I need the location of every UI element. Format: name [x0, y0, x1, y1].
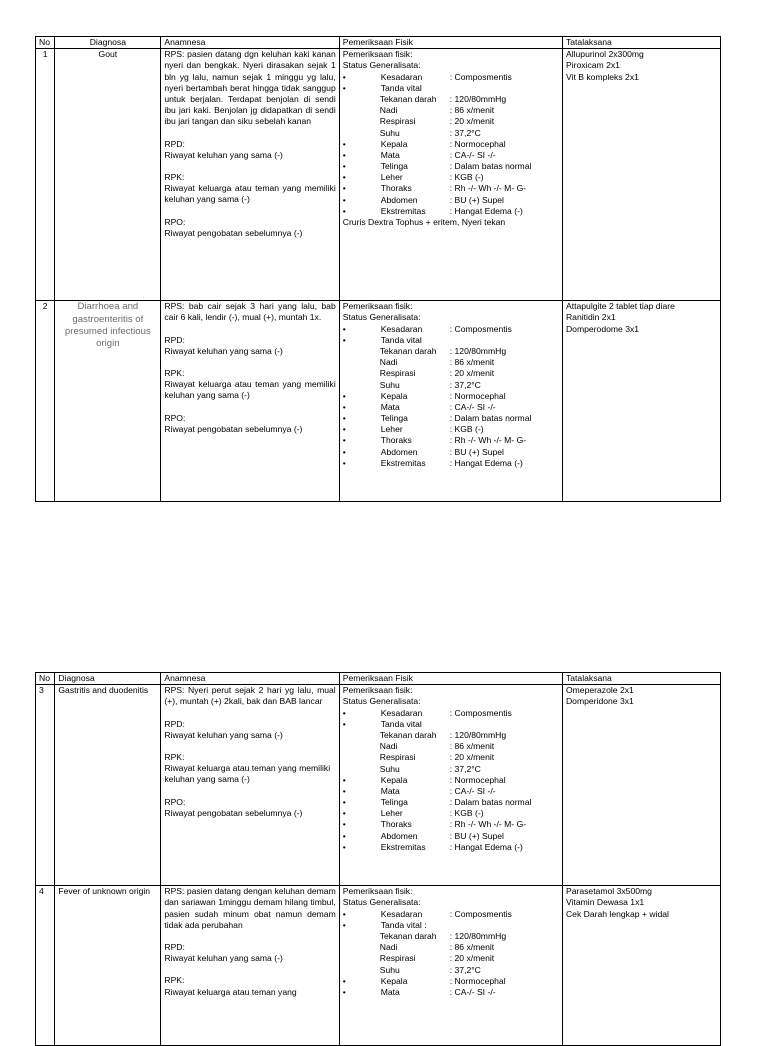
header-diagnosa: Diagnosa [55, 673, 161, 685]
treatment-item: Allupurinol 2x300mg [565, 49, 644, 60]
vital-label: Nadi [379, 357, 398, 368]
status-label: Status Generalisata: [342, 696, 421, 707]
exam-telinga [343, 413, 559, 424]
vital-kesadaran [343, 72, 559, 83]
status-label: Status Generalisata: [342, 60, 421, 71]
exam-mata [343, 987, 559, 998]
vital-value: : 37,2°C [449, 127, 481, 138]
bullet: • [342, 457, 346, 468]
vital-label: Suhu [379, 964, 400, 975]
exam-mata [343, 786, 559, 797]
rpk-text: Riwayat keluarga atau teman yang memiliki keluhan yang sama (-) [164, 763, 331, 785]
pf-title: Pemeriksaan fisik: [342, 685, 413, 696]
vital-label: Thoraks [380, 435, 412, 446]
vital-value: : 37,2°C [449, 379, 481, 390]
vital-value: : 20 x/menit [449, 752, 495, 763]
table-row [36, 301, 721, 502]
vital-label: Respirasi [379, 368, 416, 379]
rps-text: RPS: Nyeri perut sejak 2 hari yg lalu, mual (+), muntah (+) 2kali, bak dan BAB lancar [164, 685, 336, 707]
treatment-item: Parasetamol 3x500mg [565, 886, 652, 897]
rpd-label: RPD: [164, 718, 185, 729]
physical-exam-cell [339, 49, 562, 301]
bullet: • [342, 707, 346, 718]
vital-label: Mata [380, 785, 400, 796]
vital-label: Kesadaran [380, 71, 423, 82]
vital-value: : 86 x/menit [449, 741, 495, 752]
header-no: No [36, 673, 55, 685]
bullet: • [342, 401, 346, 412]
anamnesa-cell [161, 49, 339, 301]
bullet: • [342, 808, 346, 819]
physical-exam-cell [339, 301, 562, 502]
vital-label: Telinga [380, 413, 408, 424]
row-number: 3 [36, 685, 55, 886]
bullet: • [342, 986, 346, 997]
vital-label: Ekstremitas [380, 205, 426, 216]
vital-resp [343, 953, 559, 964]
rpk-label: RPK: [164, 368, 185, 379]
vital-value: : BU (+) Supel [449, 446, 504, 457]
exam-kepala [343, 391, 559, 402]
vital-suhu [343, 764, 559, 775]
vital-label: Kesadaran [380, 908, 423, 919]
vital-value: : Hangat Edema (-) [449, 457, 523, 468]
vital-label: Suhu [379, 379, 400, 390]
treatment-cell [562, 49, 720, 301]
rpk-label: RPK: [164, 975, 185, 986]
treatment-item: Domperidone 3x1 [565, 696, 634, 707]
rps-text: RPS: pasien datang dengan keluhan demam dan sariawan 1minggu demam hilang timbul, pasien sudah minum obat namun demam tidak ada perubahan [164, 886, 336, 930]
vital-value: : Composmentis [449, 707, 512, 718]
vital-label: Kepala [380, 975, 408, 986]
bullet: • [342, 797, 346, 808]
vital-value: : BU (+) Supel [449, 830, 504, 841]
bullet: • [342, 205, 346, 216]
vital-label: Suhu [379, 127, 400, 138]
rpd-text: Riwayat keluhan yang sama (-) [164, 729, 283, 740]
vital-value: : 20 x/menit [449, 953, 495, 964]
exam-mata [343, 402, 559, 413]
diagnosis-name: Diarrhoea and gastroenteritis of presumed infectious origin [64, 301, 151, 350]
vital-nadi [343, 357, 559, 368]
bullet: • [342, 975, 346, 986]
bullet: • [342, 841, 346, 852]
vital-td [343, 931, 559, 942]
rpd-text: Riwayat keluhan yang sama (-) [164, 953, 283, 964]
vital-label: Tanda vital [380, 334, 422, 345]
vital-label: Ekstremitas [380, 457, 426, 468]
bullet: • [342, 413, 346, 424]
header-tatalaksana: Tatalaksana [562, 673, 720, 685]
vital-suhu [343, 128, 559, 139]
exam-ekstremitas [343, 206, 559, 217]
header-pemeriksaan: Pemeriksaan Fisik [339, 37, 562, 49]
treatment-item: Piroxicam 2x1 [565, 60, 620, 71]
vital-value: : CA-/- SI -/- [449, 149, 496, 160]
header-pemeriksaan: Pemeriksaan Fisik [339, 673, 562, 685]
anamnesa-cell [161, 886, 339, 1046]
vital-kesadaran [343, 909, 559, 920]
exam-ekstremitas [343, 458, 559, 469]
row-number: 1 [36, 49, 55, 301]
bullet: • [342, 908, 346, 919]
bullet: • [342, 785, 346, 796]
rpk-label: RPK: [164, 172, 185, 183]
vital-value: : CA-/- SI -/- [449, 785, 496, 796]
pf-extra-note: Cruris Dextra Tophus + eritem, Nyeri tekan [342, 217, 506, 228]
vital-label: Suhu [379, 763, 400, 774]
rpd-text: Riwayat keluhan yang sama (-) [164, 345, 283, 356]
diagnosis-name-cell [55, 301, 161, 502]
vital-value: : 120/80mmHg [449, 345, 507, 356]
header-tatalaksana: Tatalaksana [562, 37, 720, 49]
vital-label: Thoraks [380, 819, 412, 830]
exam-abdomen [343, 195, 559, 206]
vital-label: Tanda vital [380, 718, 422, 729]
rpk-label: RPK: [164, 752, 185, 763]
diagnosis-table-1 [35, 36, 721, 502]
rpd-text: Riwayat keluhan yang sama (-) [164, 149, 283, 160]
vital-nadi [343, 741, 559, 752]
rps-text: RPS: pasien datang dgn keluhan kaki kanan nyeri dan bengkak. Nyeri dirasakan sejak 1 bln yg lalu, namun sejak 1 minggu yg lalu, nyeri bertambah berat hingga tidak sanggup untuk berjalan. Terdapat benjolan di sendi ibu jari kaki. Benjolan jg didapatkan di sendi ibu jari tangan dan siku sebelah kanan [164, 49, 336, 127]
treatment-cell [562, 886, 720, 1046]
bullet: • [342, 435, 346, 446]
exam-abdomen [343, 831, 559, 842]
rpo-label: RPO: [164, 796, 186, 807]
vital-label: Leher [380, 172, 403, 183]
vital-value: : Composmentis [449, 323, 512, 334]
vital-value: : Hangat Edema (-) [449, 841, 523, 852]
vital-value: : 120/80mmHg [449, 729, 507, 740]
row-number: 2 [36, 301, 55, 502]
vital-value: : KGB (-) [449, 172, 484, 183]
rpo-text: Riwayat pengobatan sebelumnya (-) [164, 423, 303, 434]
vital-value: : Dalam batas normal [449, 413, 532, 424]
pf-title: Pemeriksaan fisik: [342, 301, 413, 312]
vital-label: Tekanan darah [379, 930, 437, 941]
vital-label: Tanda vital : [380, 919, 427, 930]
vital-label: Ekstremitas [380, 841, 426, 852]
vital-label: Nadi [379, 741, 398, 752]
bullet: • [342, 172, 346, 183]
vital-label: Leher [380, 808, 403, 819]
vital-td [343, 346, 559, 357]
exam-mata [343, 150, 559, 161]
treatment-item: Attapulgite 2 tablet tiap diare [565, 301, 675, 312]
treatment-item: Domperodome 3x1 [565, 323, 640, 334]
bullet: • [342, 774, 346, 785]
exam-leher [343, 808, 559, 819]
vital-nadi [343, 105, 559, 116]
treatment-item: Ranitidin 2x1 [565, 312, 616, 323]
treatment-item: Vit B kompleks 2x1 [565, 71, 639, 82]
treatment-cell [562, 301, 720, 502]
vital-value: : Rh -/- Wh -/- M- G- [449, 183, 527, 194]
vital-tanda [343, 719, 559, 730]
vital-label: Thoraks [380, 183, 412, 194]
vital-tanda [343, 920, 559, 931]
vital-value: : 120/80mmHg [449, 930, 507, 941]
vital-value: : Dalam batas normal [449, 797, 532, 808]
vital-label: Mata [380, 401, 400, 412]
physical-exam-cell [339, 685, 562, 886]
vital-label: Respirasi [379, 953, 416, 964]
vital-suhu [343, 965, 559, 976]
bullet: • [342, 194, 346, 205]
vital-resp [343, 368, 559, 379]
table-row [36, 886, 721, 1046]
vital-label: Nadi [379, 105, 398, 116]
bullet: • [342, 334, 346, 345]
vital-value: : Normocephal [449, 774, 506, 785]
exam-leher [343, 424, 559, 435]
vital-label: Tekanan darah [379, 345, 437, 356]
treatment-cell [562, 685, 720, 886]
rpk-text: Riwayat keluarga atau teman yang memiliki keluhan yang sama (-) [164, 379, 336, 401]
anamnesa-cell [161, 685, 339, 886]
pf-title: Pemeriksaan fisik: [342, 49, 413, 60]
diagnosis-name: Gout [55, 49, 161, 301]
exam-kepala [343, 976, 559, 987]
vital-value: : 86 x/menit [449, 942, 495, 953]
pf-title: Pemeriksaan fisik: [342, 886, 413, 897]
vital-label: Respirasi [379, 752, 416, 763]
rpk-text: Riwayat keluarga atau teman yang [164, 986, 297, 997]
bullet: • [342, 390, 346, 401]
table-row [36, 685, 721, 886]
diagnosis-name: Fever of unknown origin [55, 886, 161, 1046]
table-row [36, 49, 721, 301]
anamnesa-cell [161, 301, 339, 502]
treatment-item: Cek Darah lengkap + widal [565, 908, 669, 919]
vital-value: : BU (+) Supel [449, 194, 504, 205]
exam-thoraks [343, 819, 559, 830]
bullet: • [342, 183, 346, 194]
rpk-text: Riwayat keluarga atau teman yang memiliki keluhan yang sama (-) [164, 183, 336, 205]
vital-label: Kepala [380, 138, 408, 149]
vital-kesadaran [343, 708, 559, 719]
bullet: • [342, 71, 346, 82]
exam-thoraks [343, 183, 559, 194]
header-diagnosa: Diagnosa [55, 37, 161, 49]
vital-label: Kesadaran [380, 323, 423, 334]
header-anamnesa: Anamnesa [161, 673, 339, 685]
vital-suhu [343, 380, 559, 391]
table-header-row [36, 37, 721, 49]
exam-kepala [343, 775, 559, 786]
vital-label: Mata [380, 149, 400, 160]
vital-value: : Composmentis [449, 71, 512, 82]
diagnosis-table-2 [35, 672, 721, 1046]
vital-label: Mata [380, 986, 400, 997]
status-label: Status Generalisata: [342, 897, 421, 908]
vital-tanda [343, 83, 559, 94]
vital-value: : 120/80mmHg [449, 93, 507, 104]
vital-label: Kesadaran [380, 707, 423, 718]
row-number: 4 [36, 886, 55, 1046]
vital-value: : Normocephal [449, 138, 506, 149]
vital-label: Tanda vital [380, 82, 422, 93]
vital-label: Abdomen [380, 830, 418, 841]
diagnosis-name: Gastritis and duodenitis [55, 685, 161, 886]
rpo-label: RPO: [164, 216, 186, 227]
vital-value: : Hangat Edema (-) [449, 205, 523, 216]
bullet: • [342, 446, 346, 457]
vital-value: : Composmentis [449, 908, 512, 919]
vital-value: : 37,2°C [449, 964, 481, 975]
vital-td [343, 94, 559, 105]
bullet: • [342, 819, 346, 830]
vital-value: : KGB (-) [449, 424, 484, 435]
vital-td [343, 730, 559, 741]
vital-label: Tekanan darah [379, 729, 437, 740]
vital-nadi [343, 942, 559, 953]
vital-label: Telinga [380, 797, 408, 808]
vital-resp [343, 752, 559, 763]
vital-value: : 86 x/menit [449, 357, 495, 368]
exam-telinga [343, 161, 559, 172]
vital-tanda [343, 335, 559, 346]
bullet: • [342, 161, 346, 172]
vital-kesadaran [343, 324, 559, 335]
vital-value: : 86 x/menit [449, 105, 495, 116]
rpd-label: RPD: [164, 138, 185, 149]
bullet: • [342, 149, 346, 160]
rpd-label: RPD: [164, 942, 185, 953]
vital-value: : Rh -/- Wh -/- M- G- [449, 435, 527, 446]
vital-label: Respirasi [379, 116, 416, 127]
vital-label: Nadi [379, 942, 398, 953]
vital-label: Leher [380, 424, 403, 435]
bullet: • [342, 424, 346, 435]
rpd-label: RPD: [164, 334, 185, 345]
rpo-label: RPO: [164, 412, 186, 423]
bullet: • [342, 323, 346, 334]
vital-value: : 37,2°C [449, 763, 481, 774]
vital-label: Kepala [380, 774, 408, 785]
vital-value: : Normocephal [449, 975, 506, 986]
vital-value: : Rh -/- Wh -/- M- G- [449, 819, 527, 830]
vital-value: : Dalam batas normal [449, 161, 532, 172]
vital-label: Abdomen [380, 446, 418, 457]
header-anamnesa: Anamnesa [161, 37, 339, 49]
exam-abdomen [343, 447, 559, 458]
physical-exam-cell [339, 886, 562, 1046]
rps-text: RPS: bab cair sejak 3 hari yang lalu, bab cair 6 kali, lendir (-), mual (+), muntah 1x. [164, 301, 336, 323]
exam-ekstremitas [343, 842, 559, 853]
table-header-row [36, 673, 721, 685]
vital-value: : KGB (-) [449, 808, 484, 819]
vital-value: : CA-/- SI -/- [449, 401, 496, 412]
bullet: • [342, 919, 346, 930]
exam-kepala [343, 139, 559, 150]
bullet: • [342, 718, 346, 729]
vital-resp [343, 116, 559, 127]
rpo-text: Riwayat pengobatan sebelumnya (-) [164, 227, 303, 238]
vital-value: : Normocephal [449, 390, 506, 401]
bullet: • [342, 138, 346, 149]
bullet: • [342, 82, 346, 93]
bullet: • [342, 830, 346, 841]
vital-value: : 20 x/menit [449, 368, 495, 379]
exam-telinga [343, 797, 559, 808]
vital-label: Tekanan darah [379, 93, 437, 104]
rpo-text: Riwayat pengobatan sebelumnya (-) [164, 807, 303, 818]
treatment-item: Vitamin Dewasa 1x1 [565, 897, 645, 908]
vital-value: : 20 x/menit [449, 116, 495, 127]
exam-leher [343, 172, 559, 183]
header-no: No [36, 37, 55, 49]
vital-value: : CA-/- SI -/- [449, 986, 496, 997]
vital-label: Abdomen [380, 194, 418, 205]
vital-label: Telinga [380, 161, 408, 172]
treatment-item: Omeperazole 2x1 [565, 685, 634, 696]
exam-thoraks [343, 435, 559, 446]
status-label: Status Generalisata: [342, 312, 421, 323]
vital-label: Kepala [380, 390, 408, 401]
